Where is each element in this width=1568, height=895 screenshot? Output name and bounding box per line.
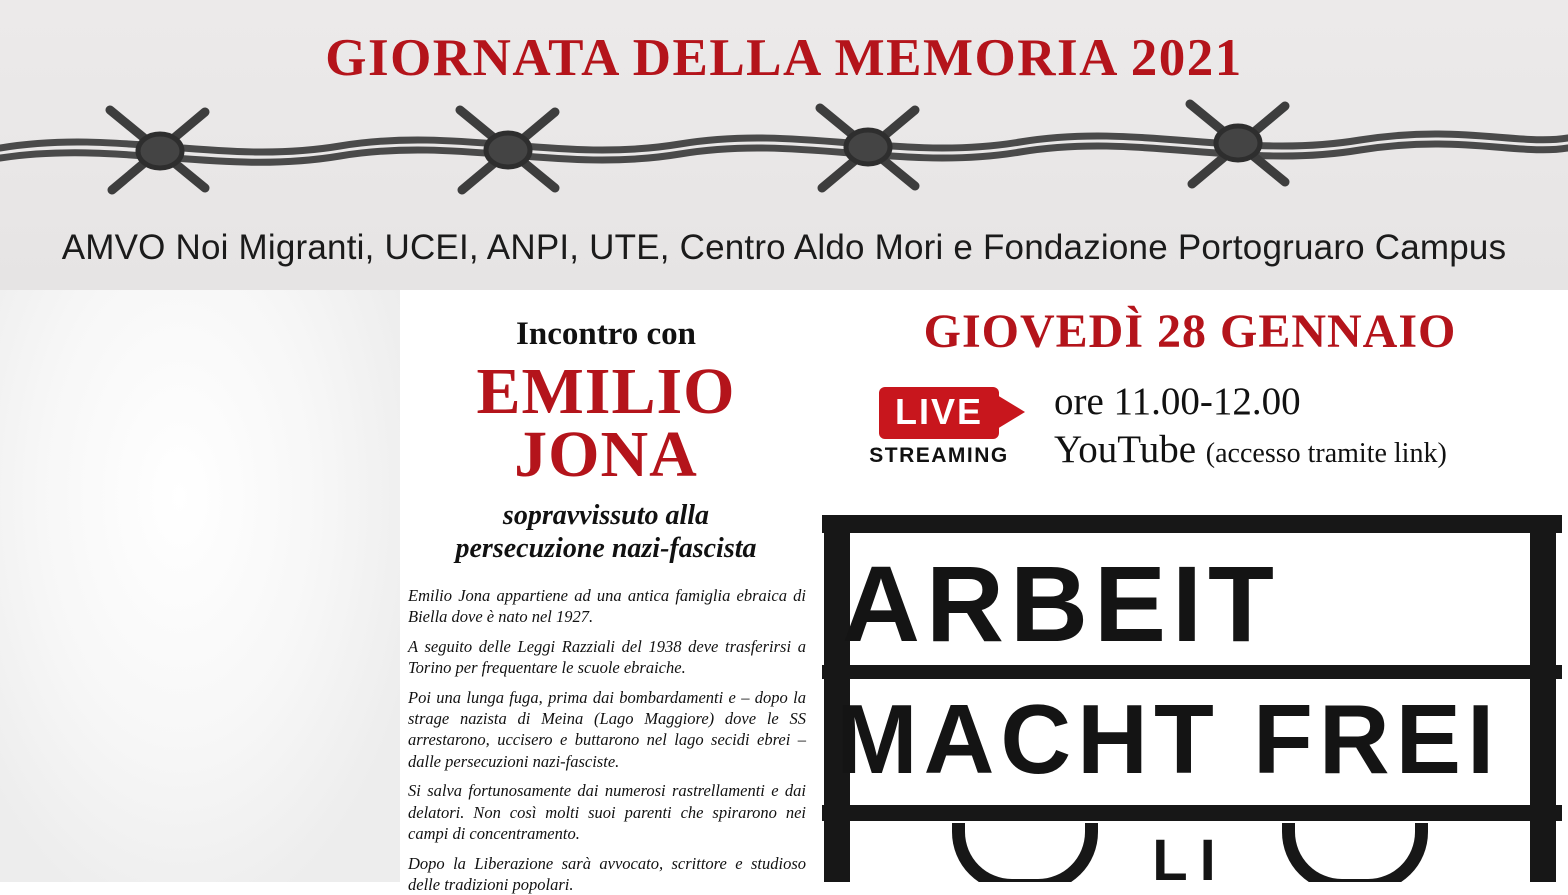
speaker-biography <box>400 585 812 895</box>
live-text: LIVE <box>894 390 983 432</box>
platform-name: YouTube <box>1054 428 1197 472</box>
platform-note: (accesso tramite link) <box>1205 438 1447 470</box>
video-camera-icon <box>997 395 1025 429</box>
speaker-portrait <box>0 290 400 882</box>
event-platform <box>1054 427 1568 474</box>
speaker-name-line1: EMILIO <box>476 355 736 428</box>
event-time-platform <box>1028 380 1568 474</box>
speaker-subtitle <box>400 500 812 564</box>
speaker-subtitle-line1: sopravvissuto alla <box>502 500 710 532</box>
gate-bar-middle <box>822 665 1562 679</box>
live-label <box>879 387 999 439</box>
bio-paragraph: Poi una lunga fuga, prima dai bombardamenti e – dopo la strage nazista di Meina (Lago Maggiore) dove le SS arrestarono, uccisero e buttarono nel lago secidi ebrei – dalle persecuzioni nazi-fasciste. <box>408 687 806 771</box>
event-info-row <box>812 372 1568 482</box>
bio-paragraph: Si salva fortunosamente dai numerosi rastrellamenti e dai delatori. Non così molti suoi parenti che spirarono nei campi di concentramento. <box>408 781 806 844</box>
event-time: ore 11.00-12.00 <box>1054 380 1301 424</box>
gate-bar-top <box>822 515 1562 533</box>
page-title: GIORNATA DELLA MEMORIA 2021 <box>325 29 1243 87</box>
speaker-name-line2: JONA <box>514 417 698 491</box>
barbed-wire-icon <box>0 88 1568 203</box>
bio-paragraph: Emilio Jona appartiene ad una antica famiglia ebraica di Biella dove è nato nel 1927. <box>408 585 806 627</box>
gate-word-bottom: MACHT FREI <box>836 684 1501 794</box>
speaker-info-column <box>400 296 812 894</box>
header-band <box>0 0 1568 290</box>
bio-paragraph: Dopo la Liberazione sarà avvocato, scrittore e studioso delle tradizioni popolari. <box>408 853 806 894</box>
gate-word-top: ARBEIT <box>842 543 1280 664</box>
live-streaming-badge <box>850 387 1028 468</box>
gate-word-lower: LI <box>1152 828 1228 882</box>
gate-bar-bottom <box>822 805 1562 821</box>
speaker-name <box>400 355 812 491</box>
portrait-background <box>0 290 400 882</box>
bio-paragraph: A seguito delle Leggi Razziali del 1938 deve trasferirsi a Torino per frequentare le scuole ebraiche. <box>408 636 806 678</box>
speaker-subtitle-line2: persecuzione nazi-fascista <box>455 532 757 564</box>
organizers-line: AMVO Noi Migranti, UCEI, ANPI, UTE, Centro Aldo Mori e Fondazione Portogruaro Campus <box>61 228 1507 267</box>
streaming-label: STREAMING <box>869 443 1009 467</box>
intro-label: Incontro con <box>516 316 696 352</box>
event-date: GIOVEDÌ 28 GENNAIO <box>923 305 1457 358</box>
arbeit-macht-frei-image <box>812 505 1568 882</box>
